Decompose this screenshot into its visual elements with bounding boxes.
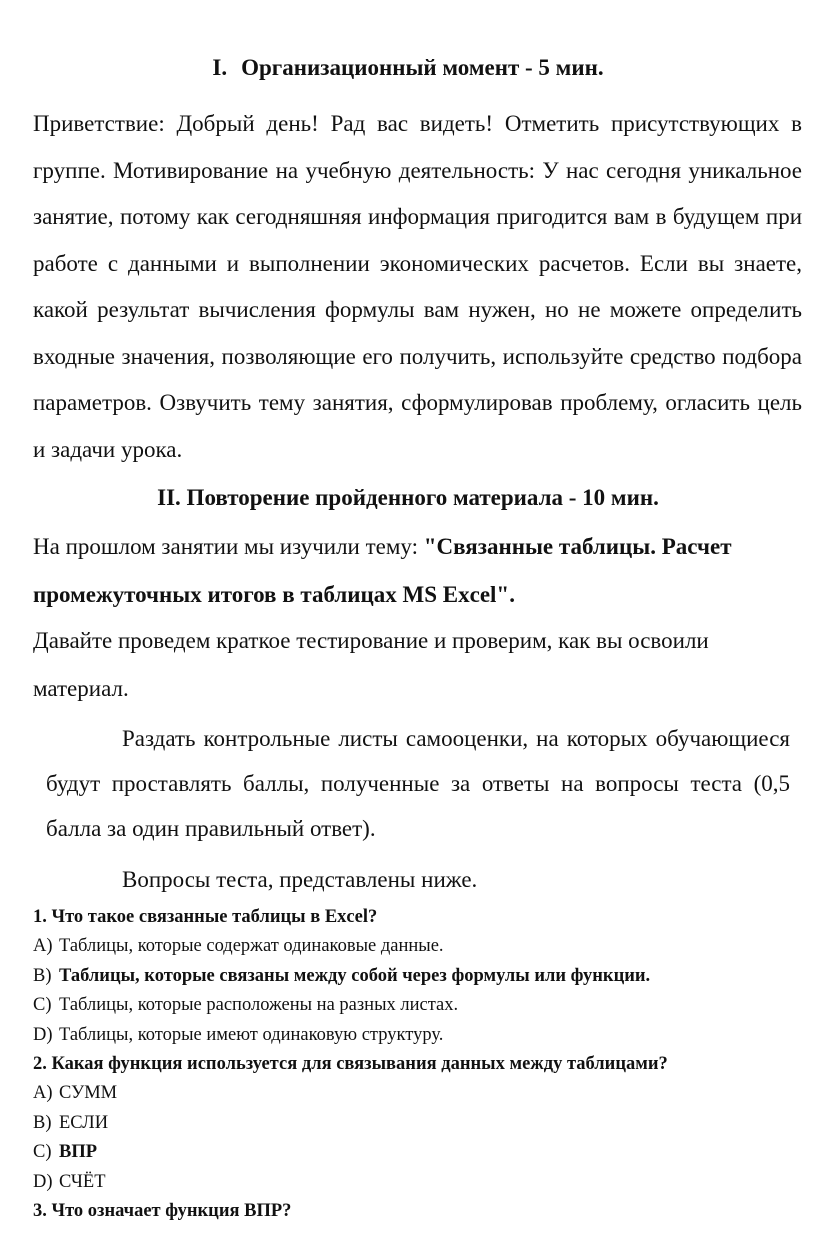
- question-2-option-a: [33, 1079, 673, 1108]
- option-text: ВПР: [59, 1142, 98, 1163]
- option-text: Таблицы, которые имеют одинаковую структуру.: [59, 1024, 444, 1045]
- question-1: 1. Что такое связанные таблицы в Excel?: [33, 907, 378, 927]
- recall-topic: "Связанные таблицы. Расчет промежуточных итогов в таблицах MS Excel".: [33, 534, 732, 607]
- section-1-heading: [0, 52, 816, 84]
- option-text: ЕСЛИ: [59, 1112, 109, 1133]
- section-1-title: Организационный момент - 5 мин.: [241, 55, 604, 80]
- option-letter: D): [33, 1024, 53, 1045]
- question-2-option-c: [33, 1138, 673, 1167]
- option-letter: A): [33, 1083, 53, 1104]
- greeting-paragraph: Приветствие: Добрый день! Рад вас видеть! Отметить присутствующих в группе. Мотивирование на учебную деятельность: У нас сегодня уникальное занятие, потому как сегодняшняя информация пригодится вам в будущем при работе с данными и выполнении экономических расчетов. Если вы знаете, какой результат вычисления формулы вам нужен, но не можете определить входные значения, позволяющие его получить, используйте средство подбора параметров. Озвучить тему занятия, сформулировав проблему, огласить цель и задачи урока.: [33, 111, 802, 462]
- question-1-option-c: [33, 991, 673, 1020]
- option-text: Таблицы, которые содержат одинаковые данные.: [59, 936, 444, 957]
- option-letter: C): [33, 1142, 52, 1163]
- question-1-option-b: [33, 962, 673, 991]
- question-3: 3. Что означает функция ВПР?: [33, 1201, 292, 1222]
- question-2-option-b: [33, 1109, 673, 1138]
- question-2-option-d: [33, 1168, 673, 1197]
- recall-paragraph: [33, 523, 802, 619]
- quiz: [33, 903, 673, 1226]
- option-text: СУММ: [59, 1083, 118, 1104]
- option-letter: A): [33, 936, 53, 957]
- option-letter: D): [33, 1171, 53, 1192]
- option-letter: C): [33, 995, 52, 1016]
- proposal-paragraph: Давайте проведем краткое тестирование и проверим, как вы освоили материал.: [33, 628, 709, 701]
- section-2-heading: II. Повторение пройденного материала - 10 мин.: [157, 485, 659, 510]
- option-letter: B): [33, 1112, 52, 1133]
- recall-lead: На прошлом занятии мы изучили тему:: [33, 534, 424, 559]
- distribute-paragraph: Раздать контрольные листы самооценки, на которых обучающиеся будут проставлять баллы, полученные за ответы на вопросы теста (0,5 балла за один правильный ответ).: [46, 726, 790, 841]
- option-letter: B): [33, 965, 52, 986]
- option-text: Таблицы, которые расположены на разных листах.: [59, 995, 459, 1016]
- question-1-option-d: [33, 1021, 673, 1050]
- questions-intro: Вопросы теста, представлены ниже.: [122, 867, 478, 892]
- question-1-option-a: [33, 932, 673, 961]
- section-1-number: I.: [212, 55, 228, 80]
- option-text: СЧЁТ: [59, 1171, 106, 1192]
- question-2: 2. Какая функция используется для связывания данных между таблицами?: [33, 1054, 668, 1075]
- option-text: Таблицы, которые связаны между собой через формулы или функции.: [59, 965, 651, 986]
